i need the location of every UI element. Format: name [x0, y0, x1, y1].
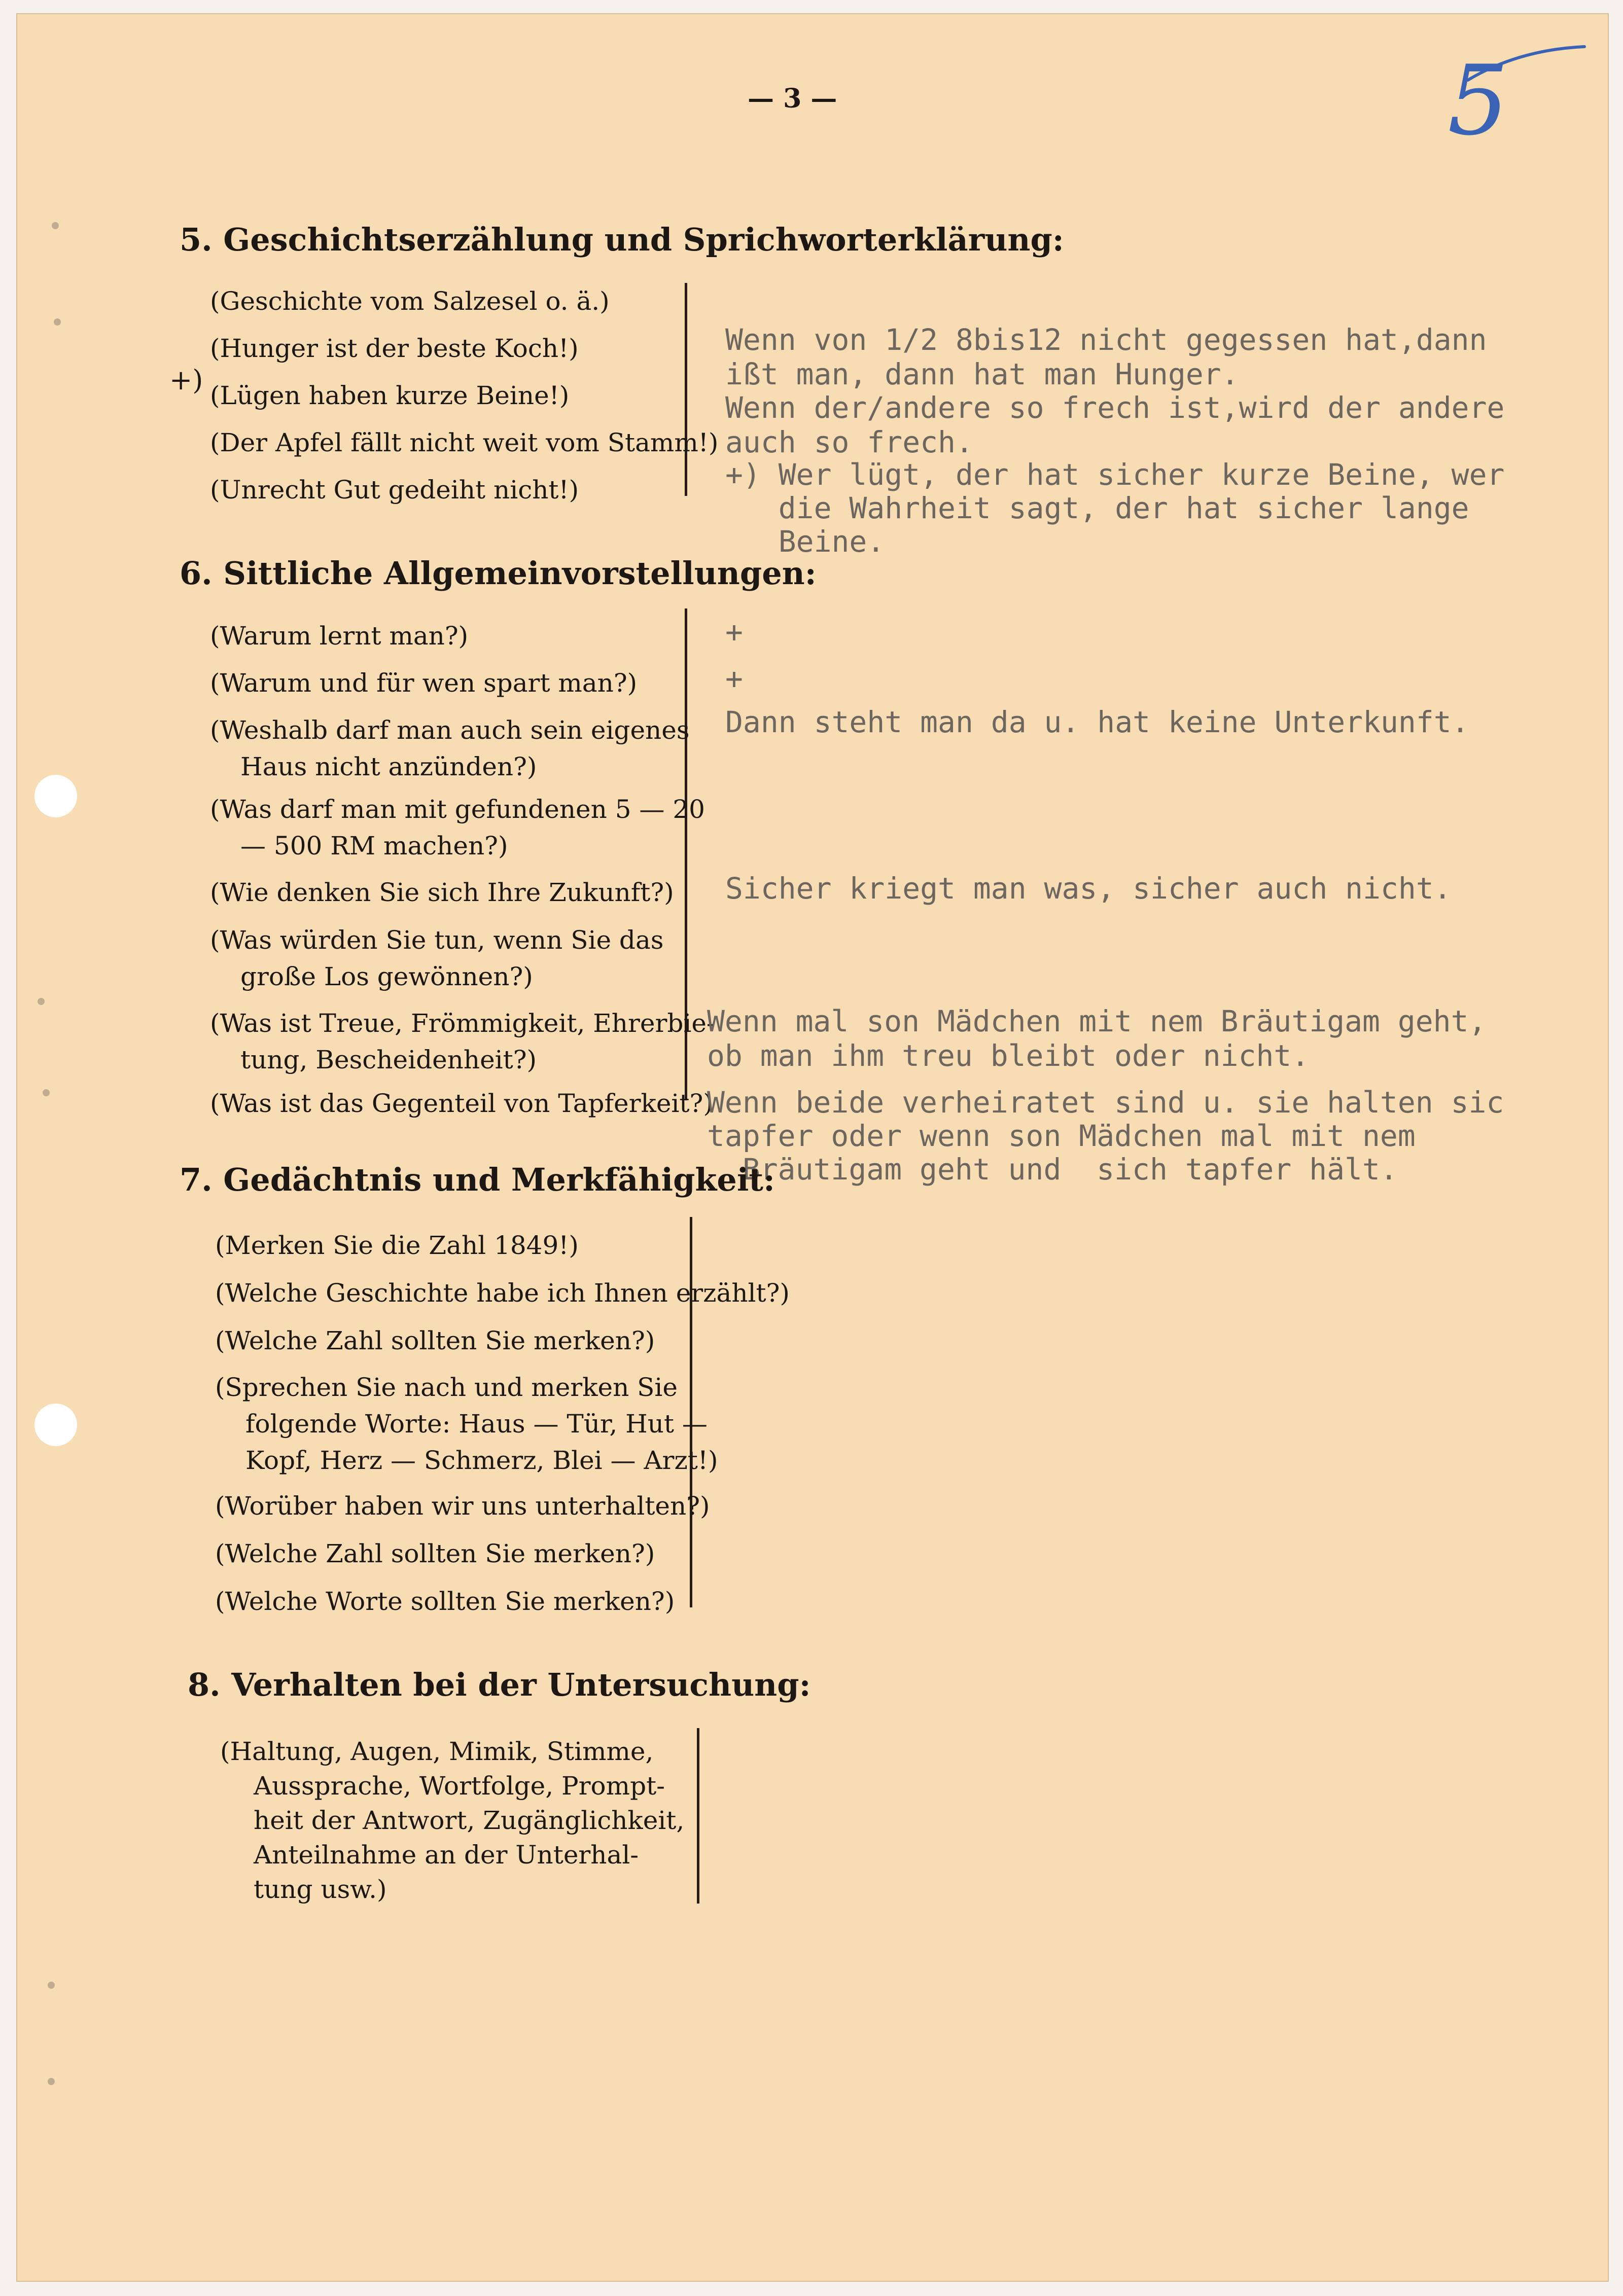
question-item: — 500 RM machen?)	[240, 831, 508, 860]
answer-line: ob man ihm treu bleibt oder nicht.	[707, 1038, 1310, 1073]
paper-speck	[52, 222, 59, 229]
answer-line: Wenn mal son Mädchen mit nem Bräutigam geht,	[707, 1004, 1487, 1038]
answer-line: Sicher kriegt man was, sicher auch nicht.	[725, 871, 1452, 906]
section-heading-7: 7. Gedächtnis und Merkfähigkeit:	[180, 1161, 775, 1198]
section-marker: +)	[169, 364, 203, 396]
paper-speck	[38, 998, 45, 1005]
answer-line: die Wahrheit sagt, der hat sicher lange	[725, 491, 1469, 525]
paper-speck	[54, 318, 61, 326]
question-item: (Sprechen Sie nach und merken Sie	[215, 1373, 678, 1402]
question-item: (Wie denken Sie sich Ihre Zukunft?)	[210, 878, 674, 907]
punch-hole	[34, 1404, 77, 1446]
question-item: (Was würden Sie tun, wenn Sie das	[210, 925, 664, 955]
answer-line: Wenn beide verheiratet sind u. sie halten sic	[707, 1085, 1504, 1120]
question-item: folgende Worte: Haus — Tür, Hut —	[245, 1409, 708, 1439]
column-divider	[697, 1728, 699, 1904]
answer-line: Beine.	[725, 524, 885, 559]
page-number: — 3 —	[748, 83, 837, 114]
question-item: (Welche Zahl sollten Sie merken?)	[215, 1539, 655, 1568]
answer-line: auch so frech.	[725, 425, 973, 459]
question-item: heit der Antwort, Zugänglichkeit,	[254, 1806, 685, 1835]
question-item: (Worüber haben wir uns unterhalten?)	[215, 1491, 710, 1521]
question-item: (Hunger ist der beste Koch!)	[210, 334, 579, 363]
question-item: tung usw.)	[254, 1875, 387, 1904]
answer-line: Dann steht man da u. hat keine Unterkunft.	[725, 705, 1469, 739]
question-item: Anteilnahme an der Unterhal-	[254, 1840, 639, 1870]
paper-speck	[48, 2078, 55, 2085]
answer-line: +	[725, 661, 743, 696]
answer-line: Wenn der/andere so frech ist,wird der andere	[725, 390, 1505, 425]
column-divider	[685, 283, 687, 496]
section-heading-6: 6. Sittliche Allgemeinvorstellungen:	[180, 555, 817, 592]
question-item: große Los gewönnen?)	[240, 962, 533, 991]
question-item: (Was darf man mit gefundenen 5 — 20	[210, 795, 705, 824]
section-heading-8: 8. Verhalten bei der Untersuchung:	[188, 1666, 811, 1703]
question-item: (Geschichte vom Salzesel o. ä.)	[210, 286, 610, 316]
answer-line: Bräutigam geht und sich tapfer hält.	[707, 1152, 1398, 1187]
answer-line: Wenn von 1/2 8bis12 nicht gegessen hat,dann	[725, 322, 1487, 357]
question-item: (Haltung, Augen, Mimik, Stimme,	[220, 1737, 654, 1766]
answer-line: +	[725, 615, 743, 649]
question-item: (Weshalb darf man auch sein eigenes	[210, 715, 690, 745]
question-item: (Warum und für wen spart man?)	[210, 668, 638, 698]
question-item: (Welche Zahl sollten Sie merken?)	[215, 1326, 655, 1355]
document-page	[16, 13, 1609, 2282]
question-item: Aussprache, Wortfolge, Prompt-	[254, 1771, 665, 1801]
question-item: (Der Apfel fällt nicht weit vom Stamm!)	[210, 428, 719, 457]
question-item: (Welche Worte sollten Sie merken?)	[215, 1587, 675, 1616]
answer-line: tapfer oder wenn son Mädchen mal mit nem	[707, 1119, 1416, 1153]
question-item: (Was ist das Gegenteil von Tapferkeit?)	[210, 1089, 713, 1118]
question-item: (Welche Geschichte habe ich Ihnen erzählt?)	[215, 1278, 790, 1308]
question-item: tung, Bescheidenheit?)	[240, 1045, 537, 1074]
handwritten-page-mark: 5	[1448, 45, 1509, 157]
section-heading-5: 5. Geschichtserzählung und Sprichworterklärung:	[180, 221, 1064, 258]
question-item: (Merken Sie die Zahl 1849!)	[215, 1231, 579, 1260]
answer-line: +) Wer lügt, der hat sicher kurze Beine, wer	[725, 457, 1505, 492]
paper-speck	[48, 1982, 55, 1989]
paper-speck	[43, 1089, 50, 1096]
question-item: (Warum lernt man?)	[210, 621, 469, 651]
answer-line: ißt man, dann hat man Hunger.	[725, 357, 1239, 391]
punch-hole	[34, 775, 77, 817]
question-item: Kopf, Herz — Schmerz, Blei — Arzt!)	[245, 1446, 718, 1475]
question-item: Haus nicht anzünden?)	[240, 752, 537, 781]
question-item: (Unrecht Gut gedeiht nicht!)	[210, 475, 579, 505]
question-item: (Was ist Treue, Frömmigkeit, Ehrerbie-	[210, 1009, 715, 1038]
question-item: (Lügen haben kurze Beine!)	[210, 381, 570, 410]
